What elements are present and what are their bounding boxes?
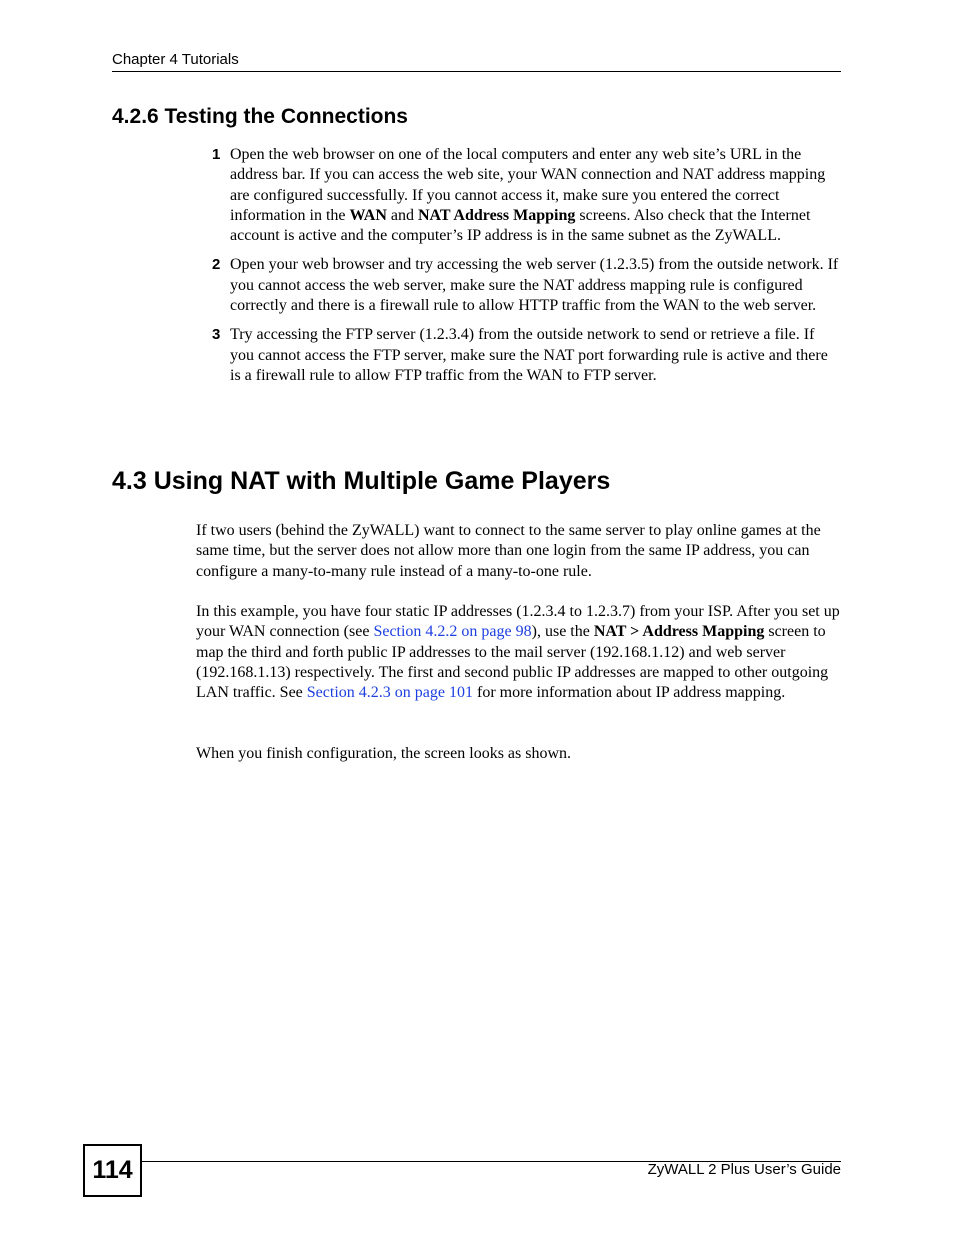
step-text: Open the web browser on one of the local computers and enter any web site’s URL in the address bar. If you can access the web site, your WAN connection and NAT address mapping are configured successfully. If you cannot access it, make sure you entered the correct information in the xyxy=(230,146,826,224)
step-2 xyxy=(208,255,841,316)
page-number: 114 xyxy=(83,1144,142,1197)
step-3 xyxy=(208,325,841,386)
step-text: Try accessing the FTP server (1.2.3.4) from the outside network to send or retrieve a file. If you cannot access the FTP server, make sure the NAT port forwarding rule is active and there is a firewall rule to allow FTP traffic from the WAN to FTP server. xyxy=(230,326,828,384)
ui-term-wan: WAN xyxy=(349,206,387,224)
step-text: Open your web browser and try accessing the web server (1.2.3.5) from the outside network. If you cannot access the web server, make sure the NAT address mapping rule is configured correctly and there is a firewall rule to allow HTTP traffic from the WAN to the web server. xyxy=(230,256,839,315)
section-heading-4-2-6: 4.2.6 Testing the Connections xyxy=(112,105,408,128)
header-rule xyxy=(112,71,841,72)
link-section-4-2-3[interactable]: Section 4.2.3 on page 101 xyxy=(306,684,473,702)
step-number: 1 xyxy=(212,146,221,163)
running-footer: ZyWALL 2 Plus User’s Guide xyxy=(647,1161,841,1178)
paragraph-text: screen to map the third and forth public IP addresses to the mail server (192.168.1.12) and web server (192.168.1.13) respectively. The first and second public IP addresses are mapped to other outgoing LAN traffic. See xyxy=(196,623,829,702)
step-number: 2 xyxy=(212,256,221,274)
paragraph-text: ), use the xyxy=(531,623,594,641)
section-heading-4-3: 4.3 Using NAT with Multiple Game Players xyxy=(112,467,611,495)
paragraph-intro: If two users (behind the ZyWALL) want to connect to the same server to play online games at the same time, but the server does not allow more than one login from the same IP address, you can configure a many-to-many rule instead of a many-to-one rule. xyxy=(196,522,821,580)
paragraph-text: In this example, you have four static IP addresses (1.2.3.4 to 1.2.3.7) from your ISP. After you set up your WAN connection (see xyxy=(196,603,840,641)
step-number: 3 xyxy=(212,326,221,344)
step-1 xyxy=(208,145,841,246)
ui-term-nat-address-mapping: NAT Address Mapping xyxy=(417,206,576,224)
paragraph-conclusion: When you finish configuration, the screen looks as shown. xyxy=(196,745,572,762)
ui-term-nat-address-mapping: NAT > Address Mapping xyxy=(593,623,765,641)
link-section-4-2-2[interactable]: Section 4.2.2 on page 98 xyxy=(373,623,532,641)
steps-list xyxy=(208,145,841,395)
running-header: Chapter 4 Tutorials xyxy=(112,51,239,68)
step-text: screens. Also check that the Internet account is active and the computer’s IP address is in the same subnet as the ZyWALL. xyxy=(230,206,811,245)
step-text: and xyxy=(386,206,418,224)
paragraph-text: for more information about IP address mapping. xyxy=(472,684,786,702)
paragraph-example xyxy=(196,602,841,703)
